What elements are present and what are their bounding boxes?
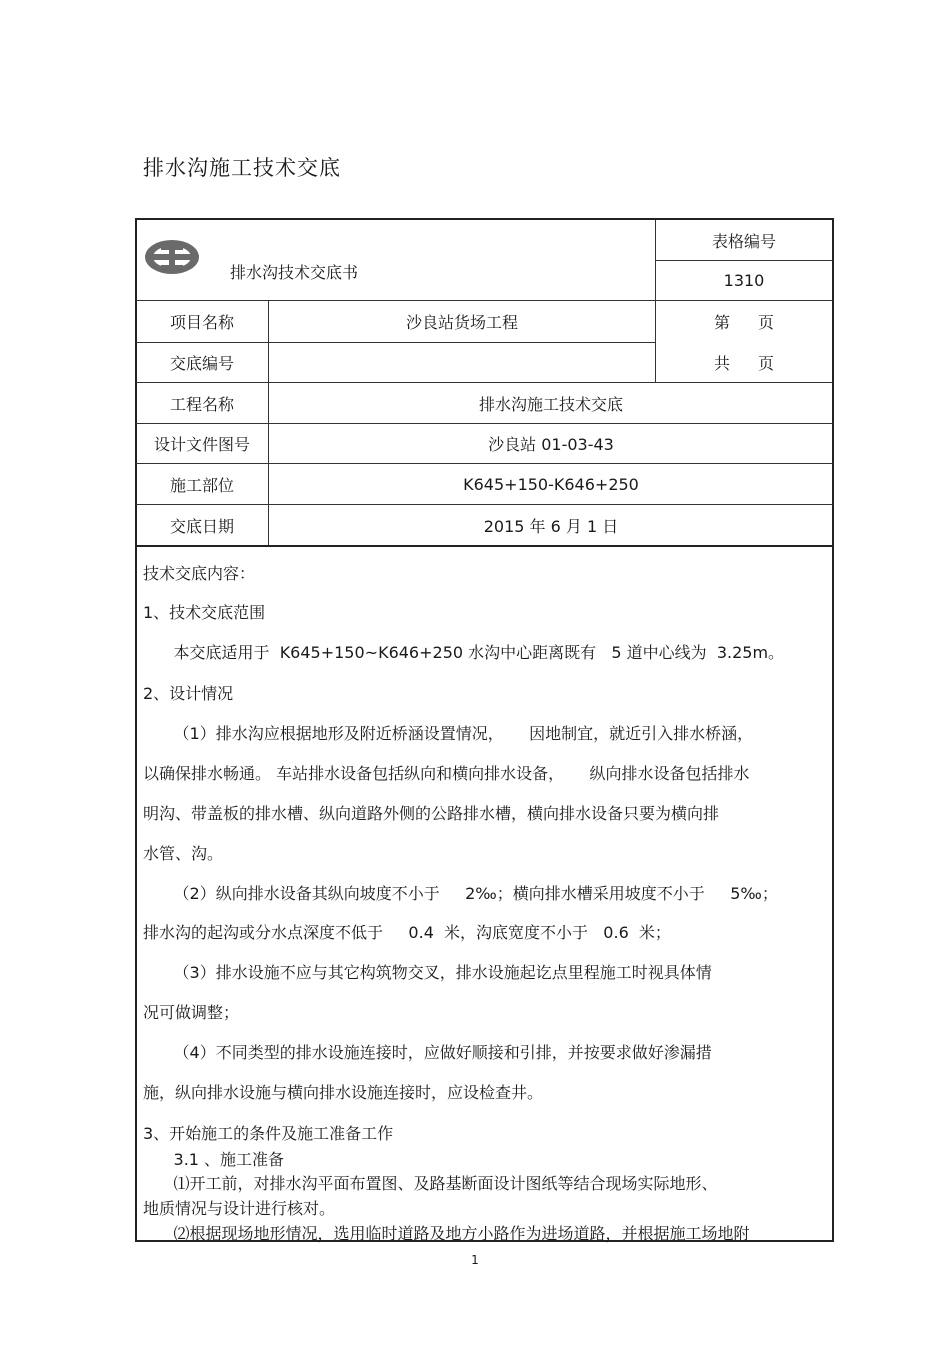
content-line: 施，纵向排水设施与横向排水设施连接时，应设检查井。	[143, 1083, 544, 1102]
content-line: ⑴开工前，对排水沟平面布置图、及路基断面设计图纸等结合现场实际地形、	[143, 1174, 718, 1193]
content-line: 本交底适用于 K645+150~K646+250 水沟中心距离既有 5 道中心线为 3.25m。	[143, 643, 785, 662]
handover-no-value	[269, 343, 655, 382]
content-line: 明沟、带盖板的排水槽、纵向道路外侧的公路排水槽，横向排水设备只要为横向排	[143, 804, 720, 823]
date-value: 2015 年 6 月 1 日	[483, 516, 619, 536]
content-line: （1）排水沟应根据地形及附近桥涵设置情况， 因地制宜，就近引入排水桥涵，	[143, 724, 754, 743]
content-line: ⑵根据现场地形情况，选用临时道路及地方小路作为进场道路，并根据施工场地附	[143, 1224, 750, 1243]
content-line: 3.1 、施工准备	[143, 1150, 285, 1169]
document-title: 排水沟施工技术交底	[143, 156, 341, 180]
content-line: 2、设计情况	[143, 684, 234, 703]
row-divider	[136, 545, 833, 547]
content-line: 3、开始施工的条件及施工准备工作	[143, 1124, 394, 1143]
design-drawing-label: 设计文件图号	[153, 435, 250, 454]
project-name-label: 项目名称	[169, 313, 234, 332]
content-line: 地质情况与设计进行核对。	[143, 1199, 336, 1218]
total-pages-indicator	[655, 343, 833, 382]
railway-logo-icon	[143, 238, 201, 276]
work-name-value: 排水沟施工技术交底	[478, 394, 623, 414]
form-code-value: 1310	[723, 271, 765, 290]
page-number: 1	[471, 1253, 479, 1267]
content-line: 况可做调整；	[143, 1003, 240, 1022]
project-name-value: 沙良站货场工程	[405, 313, 518, 332]
form-code-label: 表格编号	[711, 232, 776, 251]
content-line: 水管、沟。	[143, 844, 224, 863]
form-title: 排水沟技术交底书	[230, 263, 359, 282]
content-line: （4）不同类型的排水设施连接时，应做好顺接和引排，并按要求做好渗漏措	[143, 1043, 712, 1062]
content-line: 1、技术交底范围	[143, 603, 266, 622]
content-line: （2）纵向排水设备其纵向坡度不小于 2‰；横向排水槽采用坡度不小于 5‰；	[143, 884, 778, 903]
design-drawing-value: 沙良站 01-03-43	[488, 435, 614, 454]
content-line: （3）排水设施不应与其它构筑物交叉，排水设施起讫点里程施工时视具体情	[143, 963, 712, 982]
page-suffix: 页	[758, 313, 775, 332]
handover-no-label: 交底编号	[169, 354, 234, 373]
content-line: 以确保排水畅通。 车站排水设备包括纵向和横向排水设备， 纵向排水设备包括排水	[143, 764, 750, 783]
content-heading: 技术交底内容：	[143, 564, 256, 583]
total-label: 共	[713, 354, 730, 373]
page-indicator	[655, 301, 833, 342]
total-suffix: 页	[758, 354, 775, 373]
location-label: 施工部位	[169, 475, 234, 495]
date-label: 交底日期	[169, 516, 234, 536]
location-value: K645+150-K646+250	[463, 474, 639, 494]
page-label: 第	[713, 313, 730, 332]
work-name-label: 工程名称	[169, 394, 234, 414]
content-line: 排水沟的起沟或分水点深度不低于 0.4 米，沟底宽度不小于 0.6 米；	[143, 923, 671, 942]
